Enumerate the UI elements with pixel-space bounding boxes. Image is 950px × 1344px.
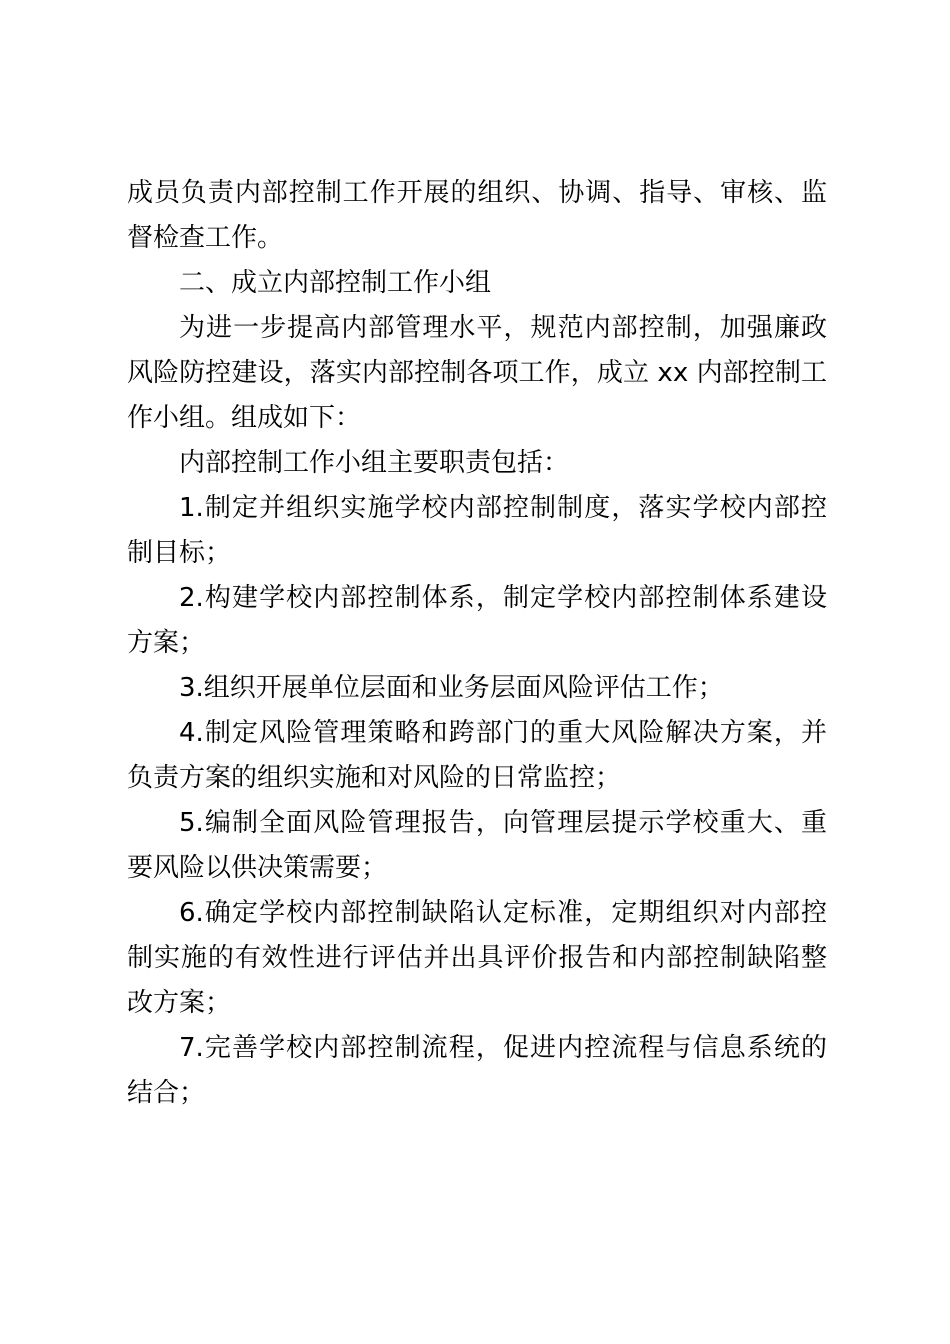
section-heading: 二、成立内部控制工作小组: [179, 268, 492, 298]
duty-item-6: 6.确定学校内部控制缺陷认定标准，定期组织对内部控制实施的有效性进行评估并出具评价报告和内部控制缺陷整改方案；: [127, 898, 827, 1018]
document-body: [127, 171, 827, 1116]
duty-item-2: 2.构建学校内部控制体系，制定学校内部控制体系建设方案；: [127, 583, 827, 658]
duty-item-4: 4.制定风险管理策略和跨部门的重大风险解决方案，并负责方案的组织实施和对风险的日常监控；: [127, 718, 827, 793]
paragraph-continuation: 成员负责内部控制工作开展的组织、协调、指导、审核、监督检查工作。: [127, 178, 827, 253]
paragraph-intro: 为进一步提高内部管理水平，规范内部控制，加强廉政风险防控建设，落实内部控制各项工作，成立 xx 内部控制工作小组。组成如下：: [127, 313, 827, 433]
duty-item-5: 5.编制全面风险管理报告，向管理层提示学校重大、重要风险以供决策需要；: [127, 808, 827, 883]
duty-item-7: 7.完善学校内部控制流程，促进内控流程与信息系统的结合；: [127, 1033, 827, 1108]
duty-item-1: 1.制定并组织实施学校内部控制制度，落实学校内部控制目标；: [127, 493, 827, 568]
duty-item-3: 3.组织开展单位层面和业务层面风险评估工作；: [179, 673, 724, 703]
paragraph-duties-lead: 内部控制工作小组主要职责包括：: [179, 448, 570, 478]
